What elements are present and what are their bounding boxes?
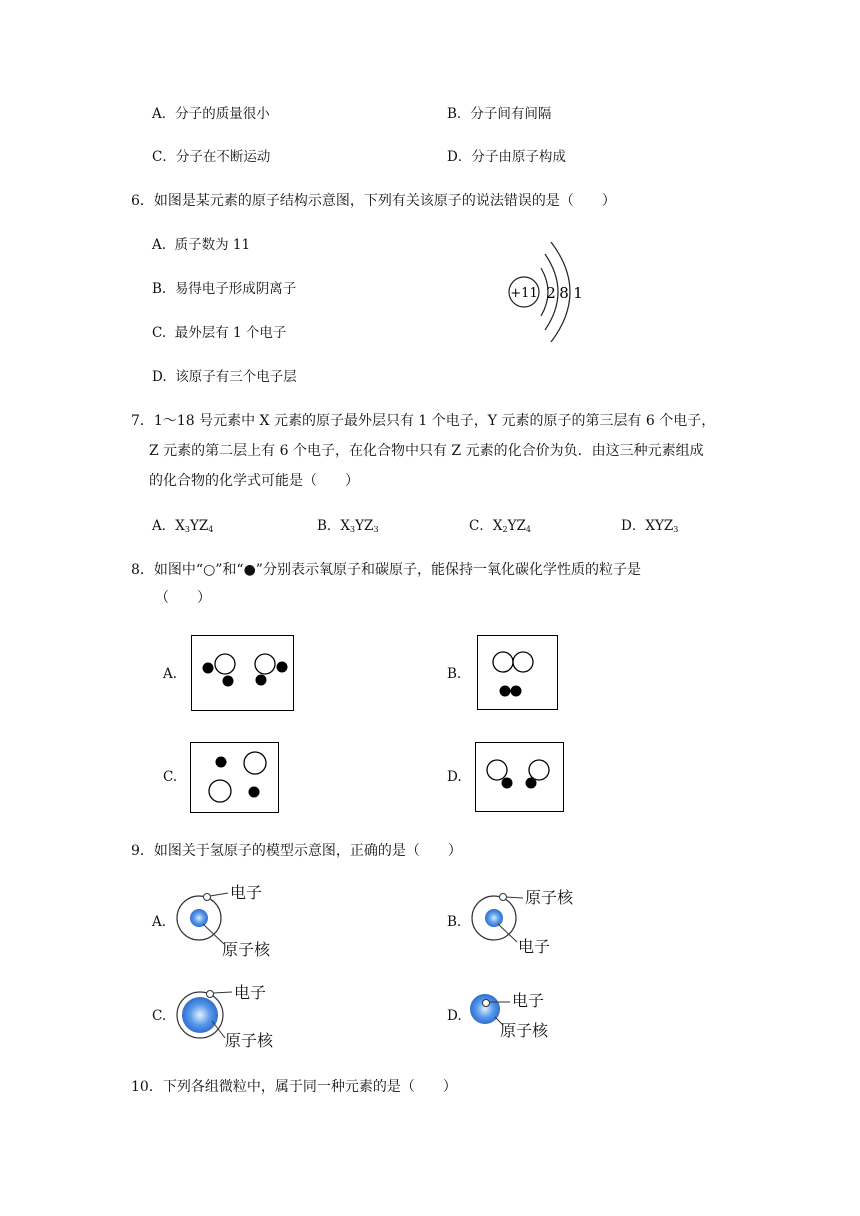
q9-d-top-label: 电子	[512, 991, 545, 1010]
q8-option-d-label: D.	[447, 769, 462, 785]
q9-b-top-label: 原子核	[525, 888, 574, 907]
q9-a-top-label: 电子	[230, 883, 263, 902]
q9-option-b-label: B.	[447, 914, 462, 930]
q5-option-b: B．分子间有间隔	[447, 106, 552, 122]
shell-count-2: 8	[559, 284, 569, 302]
q6-option-b: B. 易得电子形成阴离子	[152, 281, 297, 297]
q9-option-a-label: A.	[152, 914, 167, 930]
q7-stem-line-3: 的化合物的化学式可能是（ ）	[149, 473, 359, 489]
q5-option-d: D．分子由原子构成	[447, 149, 566, 165]
q7-option-b: B．$X_3YZ_3$	[317, 518, 379, 534]
q8-a-molecules	[192, 636, 295, 712]
q9-option-c-label: C.	[152, 1008, 167, 1024]
q8-option-a-label: A.	[163, 666, 178, 682]
q9-d-hydrogen-model	[465, 975, 585, 1055]
q9-stem: 9．如图关于氢原子的模型示意图，正确的是（ ）	[131, 843, 462, 859]
q8-option-b-label: B.	[447, 666, 462, 682]
q8-option-c-box	[190, 742, 279, 813]
q6-option-c: C. 最外层有 1 个电子	[152, 325, 287, 341]
q9-c-top-label: 电子	[234, 983, 267, 1002]
q8-stem-line-2: （ ）	[155, 590, 211, 606]
q9-option-d-label: D.	[447, 1008, 462, 1024]
q9-c-bottom-label: 原子核	[225, 1031, 274, 1050]
q8-option-b-box	[477, 635, 558, 710]
q9-a-bottom-label: 原子核	[222, 940, 271, 959]
q7-option-d: D．$XYZ_3$	[621, 518, 679, 534]
q5-option-a: A．分子的质量很小	[152, 106, 270, 122]
shell-count-3: 1	[573, 284, 583, 302]
q7-stem-line-2: Z 元素的第二层上有 6 个电子，在化合物中只有 Z 元素的化合价为负．由这三种元素组成	[149, 443, 704, 459]
q7-stem-line-1: 7．1～18 号元素中 X 元素的原子最外层只有 1 个电子，Y 元素的原子的第三层有 6 个电子，	[131, 413, 716, 429]
q8-c-atoms	[191, 743, 280, 814]
atom-structure-diagram	[505, 240, 605, 350]
q8-option-c-label: C.	[163, 769, 178, 785]
shell-count-1: 2	[546, 284, 556, 302]
nucleus-label: +11	[510, 286, 538, 301]
q8-stem-line-1: 8．如图中“○”和“●”分别表示氧原子和碳原子，能保持一氧化碳化学性质的粒子是	[131, 562, 641, 578]
q7-option-a: A．$X_3YZ_4$	[152, 518, 214, 534]
q8-option-a-box	[191, 635, 294, 711]
q8-b-molecules	[478, 636, 559, 711]
q8-option-d-box	[475, 742, 564, 812]
q6-option-d: D. 该原子有三个电子层	[152, 369, 297, 385]
q9-d-bottom-label: 原子核	[500, 1021, 549, 1040]
q7-option-c: C．$X_2YZ_4$	[469, 518, 531, 534]
q6-stem: 6．如图是某元素的原子结构示意图，下列有关该原子的说法错误的是（ ）	[131, 193, 616, 209]
q8-d-molecules	[476, 743, 565, 813]
q9-b-bottom-label: 电子	[518, 937, 551, 956]
q6-option-a: A. 质子数为 11	[152, 237, 251, 253]
q10-stem: 10．下列各组微粒中，属于同一种元素的是（ ）	[131, 1079, 457, 1095]
q5-option-c: C．分子在不断运动	[152, 149, 271, 165]
